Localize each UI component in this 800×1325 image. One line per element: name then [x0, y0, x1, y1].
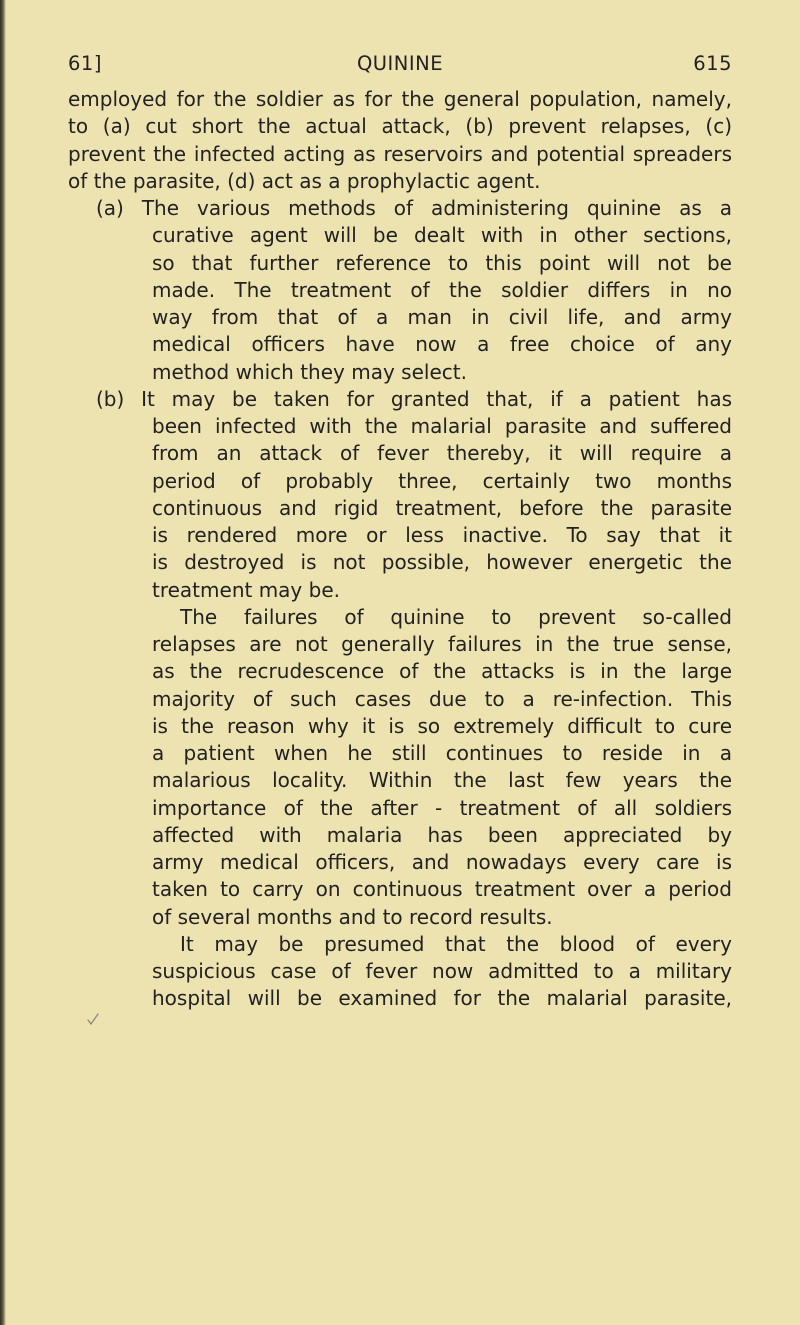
text-line: of several months and to record results. [152, 904, 553, 929]
text-line: prevent the infected acting as reservoirs and potential spreaders [68, 141, 732, 166]
text-line: period of probably three, certainly two months [152, 468, 732, 493]
list-item-a-first-line: (a) The various methods of administering quinine as a [96, 196, 732, 220]
text-line: way from that of a man in civil life, and army [152, 305, 732, 329]
text-line: majority of such cases due to a re-infection. This [152, 686, 732, 711]
text-line: treatment may be. [152, 577, 340, 602]
running-head [68, 52, 732, 82]
text-line: affected with malaria has been appreciated by [152, 822, 732, 847]
text-line: curative agent will be dealt with in other sections, [152, 223, 732, 248]
text-line: to (a) cut short the actual attack, (b) prevent relapses, (c) [68, 114, 732, 139]
paragraph-first-line: The failures of quinine to prevent so-called [180, 604, 732, 629]
text-line: taken to carry on continuous treatment over a period [152, 877, 732, 902]
text-line: medical officers have now a free choice of any [152, 332, 732, 357]
body-text [68, 86, 732, 1013]
text-line: made. The treatment of the soldier differs in no [152, 277, 732, 302]
text-line: is rendered more or less inactive. To say that it [152, 523, 732, 547]
text-line: relapses are not generally failures in the true sense, [152, 632, 732, 656]
pencil-tick-mark [86, 1012, 100, 1026]
text-line: is destroyed is not possible, however energetic the [152, 550, 732, 575]
text-line: been infected with the malarial parasite and suffered [152, 414, 732, 438]
text-line: method which they may select. [152, 359, 467, 384]
text-line: continuous and rigid treatment, before the parasite [152, 495, 732, 520]
text-line: so that further reference to this point will not be [152, 250, 732, 275]
text-line: as the recrudescence of the attacks is in the large [152, 659, 732, 684]
text-line: of the parasite, (d) act as a prophylactic agent. [68, 168, 541, 193]
text-line: army medical officers, and nowadays every care is [152, 850, 732, 874]
list-item-b-first-line: (b) It may be taken for granted that, if a patient has [96, 386, 732, 411]
text-line: importance of the after - treatment of all soldiers [152, 795, 732, 820]
text-line: from an attack of fever thereby, it will require a [152, 441, 732, 466]
text-line: a patient when he still continues to reside in a [152, 741, 732, 765]
paragraph-first-line: It may be presumed that the blood of every [180, 931, 732, 956]
chapter-number: 61] [68, 52, 102, 75]
page-number: 615 [693, 52, 732, 75]
text-line: suspicious case of fever now admitted to a military [152, 959, 732, 983]
text-line: employed for the soldier as for the general population, namely, [68, 87, 732, 111]
text-line: hospital will be examined for the malarial parasite, [152, 986, 732, 1011]
page-title: QUININE [356, 52, 444, 75]
page-binding-edge [0, 0, 6, 1325]
text-line: malarious locality. Within the last few years the [152, 768, 732, 793]
text-line: is the reason why it is so extremely difficult to cure [152, 713, 732, 738]
